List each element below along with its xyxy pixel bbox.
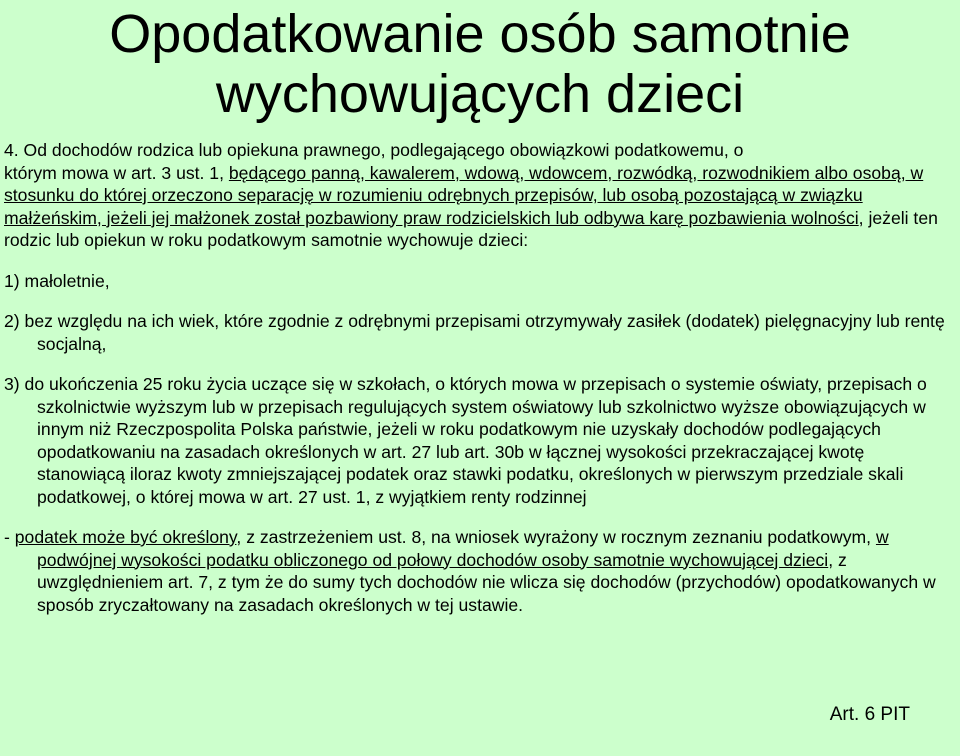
list-item-1: 1) małoletnie, (4, 270, 110, 291)
title-line-1: Opodatkowanie osób samotnie (109, 4, 851, 64)
paragraph-4 (4, 139, 956, 252)
note-underlined-2: w podwójnej wysokości podatku obliczonego od połowy dochodów osoby samotnie wychowującej dzieci (37, 527, 889, 570)
note-dash: - (4, 527, 15, 547)
paragraph-4-underlined: będącego panną, kawalerem, wdową, wdowcem, rozwódką, rozwodnikiem albo osobą, w stosunku do której orzeczono separację w rozumieniu odrębnych przepisów, lub osobą pozostającą w związku małżeńskim, jeżeli jej małżonek został pozbawiony praw rodzicielskich lub odbywa karę pozbawienia wolności (4, 162, 924, 228)
note-paragraph (4, 526, 956, 616)
list-item-2: 2) bez względu na ich wiek, które zgodnie z odrębnymi przepisami otrzymywały zasiłek (dodatek) pielęgnacyjny lub rentę socjalną, (4, 311, 945, 354)
note-text-2: , z uwzględnieniem art. 7, z tym że do sumy tych dochodów nie wlicza się dochodów (przychodów) opodatkowanych w sposób zryczałtowany na zasadach określonych w tej ustawie. (37, 549, 936, 615)
paragraph-4-tail: , jeżeli ten rodzic lub opiekun w roku podatkowym samotnie wychowuje dzieci: (4, 207, 938, 250)
paragraph-4-lead: 4. Od dochodów rodzica lub opiekuna prawnego, podlegającego obowiązkowi podatkowemu, o (4, 140, 744, 160)
note-underlined-1: podatek może być określony (14, 527, 237, 547)
note-text-1: , z zastrzeżeniem ust. 8, na wniosek wyrażony w rocznym zeznaniu podatkowym, (236, 527, 876, 547)
list-item-3: 3) do ukończenia 25 roku życia uczące się w szkołach, o których mowa w przepisach o systemie oświaty, przepisach o szkolnictwie wyższym lub w przepisach regulujących system oświatowy lub szkolnictwo wyższe obowiązujących w innym niż Rzeczpospolita Polska państwie, jeżeli w roku podatkowym nie uzyskały dochodów podlegających opodatkowaniu na zasadach określonych w art. 27 lub art. 30b w łącznej wysokości przekraczającej kwotę stanowiącą iloraz kwoty zmniejszającej podatek oraz stawki podatku, określonych w pierwszym przedziale skali podatkowej, o której mowa w art. 27 ust. 1, z wyjątkiem renty rodzinnej (4, 374, 927, 507)
page-title (0, 4, 960, 124)
article-reference: Art. 6 PIT (829, 704, 910, 725)
title-line-2: wychowujących dzieci (215, 64, 745, 124)
paragraph-4-line2-prefix: którym mowa w art. 3 ust. 1, (4, 162, 229, 183)
document-body (4, 139, 956, 616)
